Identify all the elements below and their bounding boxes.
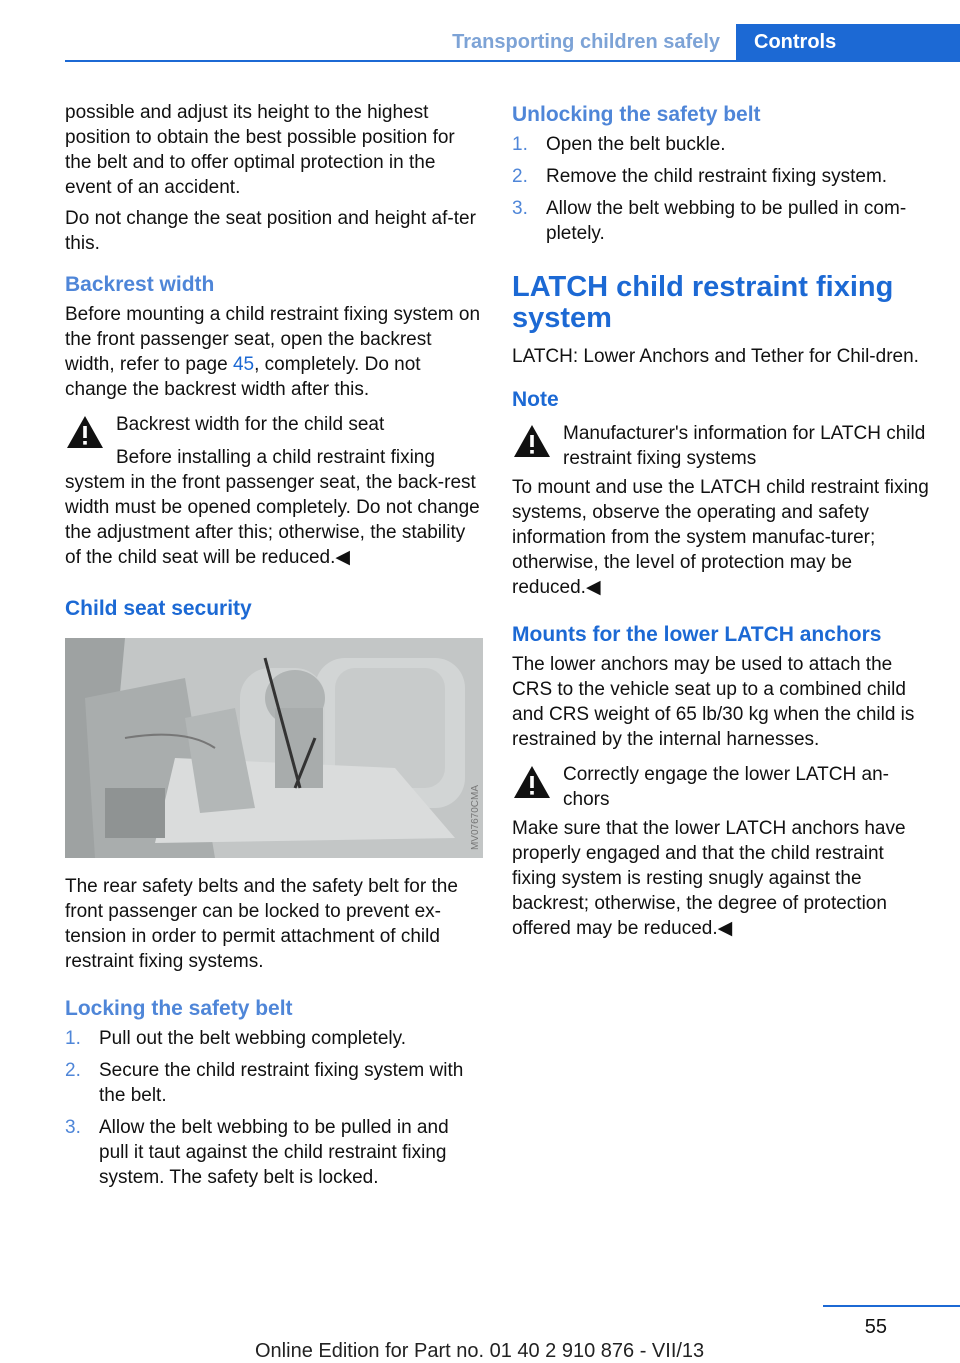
- child-seat-illustration: [65, 638, 483, 858]
- list-item: 3. Allow the belt webbing to be pulled in and pull it taut against the child restraint fixing system. The safety belt is locked.: [65, 1117, 449, 1188]
- mounts-heading: Mounts for the lower LATCH anchors: [512, 623, 882, 646]
- intro-paragraph: possible and adjust its height to the highest position to obtain the best possible position for the belt and to offer optimal protection in the event of an accident.: [65, 102, 455, 198]
- note-heading: Note: [512, 388, 559, 411]
- warning-title: Manufacturer's information for LATCH child restraint fixing systems: [563, 423, 926, 469]
- list-item: 1. Open the belt buckle.: [512, 134, 726, 155]
- mounts-paragraph: The lower anchors may be used to attach the CRS to the vehicle seat up to a combined child and CRS weight of 65 lb/30 kg when the child is restrained by the internal harnesses.: [512, 654, 915, 750]
- list-item: 1. Pull out the belt webbing completely.: [65, 1028, 406, 1049]
- unlocking-heading: Unlocking the safety belt: [512, 103, 761, 126]
- backrest-paragraph: Before mounting a child restraint fixing system on the front passenger seat, open the backrest width, refer to page 45, completely. Do not change the backrest width after this.: [65, 304, 481, 400]
- child-seat-photo: [65, 638, 483, 858]
- warning-title: Before installing a child restraint fixing: [116, 447, 435, 468]
- page-link[interactable]: 45: [232, 354, 255, 375]
- warning-title: Backrest width for the child seat: [116, 414, 385, 435]
- security-caption: The rear safety belts and the safety belt for the front passenger can be locked to prevent ex‐tension in order to permit attachment of child restraint fixing systems.: [65, 876, 458, 972]
- page-number: 55: [864, 1316, 887, 1338]
- warning-icon: [512, 764, 552, 800]
- image-code: MV07670CMA: [470, 784, 481, 850]
- warning-block: [512, 421, 932, 471]
- edition-line: Online Edition for Part no. 01 40 2 910 876 - VII/13: [255, 1340, 705, 1362]
- warning-body: Make sure that the lower LATCH anchors have properly engaged and that the child restraint fixing system is resting snugly against the backrest; otherwise, the degree of protection offered may be reduced.◀: [512, 818, 906, 939]
- latch-definition: LATCH: Lower Anchors and Tether for Chil‐dren.: [512, 346, 919, 367]
- warning-body: system in the front passenger seat, the back‐rest width must be opened completely. Do not change the adjustment after this; otherwise, the stability of the child seat will be reduced.◀: [65, 472, 480, 568]
- left-column: [65, 100, 483, 1197]
- running-header-section: Transporting children safely: [452, 31, 720, 53]
- intro-paragraph: Do not change the seat position and height af‐ter this.: [65, 208, 476, 254]
- unlocking-steps: [512, 132, 932, 246]
- backrest-heading: Backrest width: [65, 273, 215, 296]
- header-rule: [65, 60, 960, 62]
- warning-block: [512, 762, 932, 812]
- locking-steps: [65, 1026, 483, 1190]
- right-column: [512, 100, 932, 947]
- list-item: 2. Remove the child restraint fixing system.: [512, 166, 888, 187]
- warning-title: Correctly engage the lower LATCH an‐chors: [563, 764, 889, 810]
- latch-heading: LATCH child restraint fixing system: [512, 271, 894, 334]
- locking-heading: Locking the safety belt: [65, 997, 293, 1020]
- list-item: 2. Secure the child restraint fixing system with the belt.: [65, 1060, 464, 1106]
- warning-block: [65, 412, 483, 470]
- warning-body: To mount and use the LATCH child restraint fixing systems, observe the operating and safety information from the system manufac‐turer; otherwise, the level of protection may be reduced.◀: [512, 477, 929, 598]
- footer-rule: [823, 1305, 960, 1307]
- running-header-tab: Controls: [736, 24, 960, 62]
- warning-icon: [512, 423, 552, 459]
- list-item: 3. Allow the belt webbing to be pulled in com‐pletely.: [512, 198, 907, 244]
- warning-icon: [65, 414, 105, 450]
- security-heading: Child seat security: [65, 597, 252, 620]
